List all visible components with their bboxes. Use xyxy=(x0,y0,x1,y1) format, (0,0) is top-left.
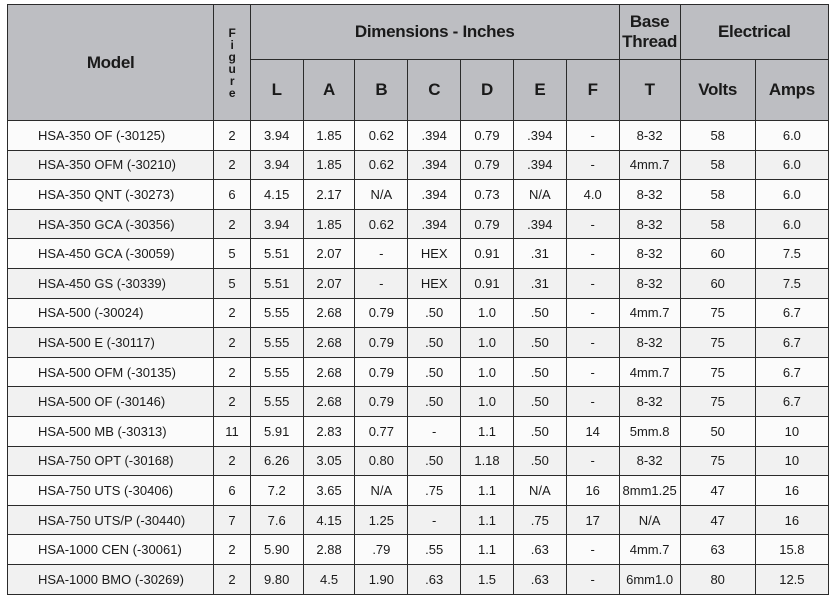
table-row xyxy=(8,416,829,446)
cell-dim-d: 0.91 xyxy=(461,268,514,298)
cell-dim-l: 7.2 xyxy=(250,476,303,506)
cell-dim-d: 1.0 xyxy=(461,357,514,387)
cell-dim-e: .394 xyxy=(513,209,566,239)
cell-model: HSA-450 GS (-30339) xyxy=(8,268,214,298)
table-row xyxy=(8,357,829,387)
cell-dim-a: 2.17 xyxy=(303,180,355,210)
cell-figure: 11 xyxy=(214,416,251,446)
cell-dim-d: 1.5 xyxy=(461,564,514,594)
cell-model: HSA-500 E (-30117) xyxy=(8,328,214,358)
cell-dim-c: .50 xyxy=(408,328,461,358)
cell-amps: 7.5 xyxy=(755,268,828,298)
cell-dim-b: .79 xyxy=(355,535,408,565)
table-row xyxy=(8,239,829,269)
cell-figure: 2 xyxy=(214,446,251,476)
cell-figure: 2 xyxy=(214,328,251,358)
cell-dim-d: 1.0 xyxy=(461,328,514,358)
cell-figure: 2 xyxy=(214,298,251,328)
cell-amps: 10 xyxy=(755,446,828,476)
cell-amps: 6.7 xyxy=(755,328,828,358)
cell-dim-e: .63 xyxy=(513,535,566,565)
cell-volts: 58 xyxy=(680,121,755,151)
cell-volts: 47 xyxy=(680,476,755,506)
col-header-a: A xyxy=(303,60,355,121)
cell-dim-d: 1.1 xyxy=(461,535,514,565)
cell-dim-b: - xyxy=(355,268,408,298)
cell-thread: 8-32 xyxy=(619,209,680,239)
cell-dim-f: 4.0 xyxy=(566,180,619,210)
cell-volts: 58 xyxy=(680,150,755,180)
cell-volts: 75 xyxy=(680,357,755,387)
cell-dim-d: 1.0 xyxy=(461,298,514,328)
cell-dim-a: 2.07 xyxy=(303,239,355,269)
table-row xyxy=(8,209,829,239)
cell-dim-e: .394 xyxy=(513,150,566,180)
cell-thread: 4mm.7 xyxy=(619,298,680,328)
cell-thread: 4mm.7 xyxy=(619,150,680,180)
cell-dim-l: 3.94 xyxy=(250,209,303,239)
cell-model: HSA-1000 CEN (-30061) xyxy=(8,535,214,565)
cell-volts: 75 xyxy=(680,298,755,328)
cell-dim-e: .394 xyxy=(513,121,566,151)
cell-dim-l: 5.91 xyxy=(250,416,303,446)
cell-model: HSA-350 QNT (-30273) xyxy=(8,180,214,210)
cell-amps: 16 xyxy=(755,476,828,506)
table-row xyxy=(8,150,829,180)
cell-volts: 60 xyxy=(680,268,755,298)
cell-dim-f: - xyxy=(566,150,619,180)
table-row xyxy=(8,535,829,565)
spec-table xyxy=(7,4,829,595)
cell-dim-b: - xyxy=(355,239,408,269)
cell-dim-f: 17 xyxy=(566,505,619,535)
cell-dim-l: 5.90 xyxy=(250,535,303,565)
cell-dim-a: 2.83 xyxy=(303,416,355,446)
electrical-header: Electrical xyxy=(680,5,828,60)
col-header-t: T xyxy=(619,60,680,121)
cell-dim-b: 0.80 xyxy=(355,446,408,476)
header-row-top xyxy=(8,5,829,60)
cell-thread: 8-32 xyxy=(619,121,680,151)
cell-dim-e: .75 xyxy=(513,505,566,535)
cell-dim-l: 6.26 xyxy=(250,446,303,476)
cell-dim-c: .50 xyxy=(408,298,461,328)
cell-dim-e: .50 xyxy=(513,416,566,446)
cell-dim-c: .50 xyxy=(408,387,461,417)
col-header-d: D xyxy=(461,60,514,121)
col-header-c: C xyxy=(408,60,461,121)
cell-dim-e: .50 xyxy=(513,446,566,476)
cell-figure: 6 xyxy=(214,476,251,506)
cell-dim-e: .63 xyxy=(513,564,566,594)
cell-dim-f: - xyxy=(566,268,619,298)
cell-volts: 47 xyxy=(680,505,755,535)
figure-letter: e xyxy=(228,85,236,100)
cell-model: HSA-750 OPT (-30168) xyxy=(8,446,214,476)
figure-letter: i xyxy=(230,37,234,52)
cell-volts: 80 xyxy=(680,564,755,594)
cell-dim-e: .50 xyxy=(513,387,566,417)
table-row xyxy=(8,505,829,535)
cell-dim-a: 4.15 xyxy=(303,505,355,535)
col-header-volts: Volts xyxy=(680,60,755,121)
dimensions-header: Dimensions - Inches xyxy=(250,5,619,60)
cell-amps: 6.0 xyxy=(755,180,828,210)
cell-dim-d: 0.91 xyxy=(461,239,514,269)
cell-dim-a: 1.85 xyxy=(303,150,355,180)
table-row xyxy=(8,298,829,328)
table-row xyxy=(8,476,829,506)
cell-dim-c: .50 xyxy=(408,357,461,387)
cell-figure: 7 xyxy=(214,505,251,535)
cell-dim-e: .31 xyxy=(513,268,566,298)
table-row xyxy=(8,121,829,151)
cell-dim-e: N/A xyxy=(513,476,566,506)
cell-dim-c: .394 xyxy=(408,121,461,151)
cell-dim-d: 0.79 xyxy=(461,209,514,239)
cell-thread: 8-32 xyxy=(619,387,680,417)
table-row xyxy=(8,446,829,476)
cell-volts: 50 xyxy=(680,416,755,446)
cell-model: HSA-350 GCA (-30356) xyxy=(8,209,214,239)
cell-dim-d: 0.79 xyxy=(461,121,514,151)
cell-dim-a: 1.85 xyxy=(303,209,355,239)
cell-dim-c: .394 xyxy=(408,150,461,180)
col-header-l: L xyxy=(250,60,303,121)
cell-figure: 6 xyxy=(214,180,251,210)
cell-dim-e: N/A xyxy=(513,180,566,210)
cell-volts: 75 xyxy=(680,328,755,358)
cell-model: HSA-500 OF (-30146) xyxy=(8,387,214,417)
cell-model: HSA-350 OF (-30125) xyxy=(8,121,214,151)
cell-dim-e: .50 xyxy=(513,357,566,387)
cell-model: HSA-750 UTS (-30406) xyxy=(8,476,214,506)
cell-dim-l: 5.55 xyxy=(250,298,303,328)
cell-dim-b: 1.25 xyxy=(355,505,408,535)
cell-thread: 8-32 xyxy=(619,328,680,358)
cell-dim-d: 1.1 xyxy=(461,416,514,446)
cell-model: HSA-1000 BMO (-30269) xyxy=(8,564,214,594)
cell-dim-l: 3.94 xyxy=(250,150,303,180)
cell-figure: 2 xyxy=(214,150,251,180)
cell-volts: 58 xyxy=(680,209,755,239)
cell-dim-c: .63 xyxy=(408,564,461,594)
cell-dim-b: 0.62 xyxy=(355,150,408,180)
col-header-amps: Amps xyxy=(755,60,828,121)
cell-volts: 75 xyxy=(680,446,755,476)
cell-thread: 8-32 xyxy=(619,239,680,269)
cell-thread: 8-32 xyxy=(619,268,680,298)
table-body xyxy=(8,121,829,595)
cell-dim-f: - xyxy=(566,209,619,239)
cell-dim-b: 0.62 xyxy=(355,121,408,151)
cell-dim-b: 0.79 xyxy=(355,357,408,387)
cell-dim-c: .55 xyxy=(408,535,461,565)
cell-volts: 75 xyxy=(680,387,755,417)
cell-model: HSA-450 GCA (-30059) xyxy=(8,239,214,269)
cell-dim-a: 2.68 xyxy=(303,357,355,387)
cell-amps: 10 xyxy=(755,416,828,446)
cell-dim-e: .50 xyxy=(513,328,566,358)
cell-dim-c: .75 xyxy=(408,476,461,506)
cell-dim-d: 1.1 xyxy=(461,476,514,506)
cell-amps: 15.8 xyxy=(755,535,828,565)
cell-dim-f: - xyxy=(566,535,619,565)
cell-amps: 7.5 xyxy=(755,239,828,269)
cell-figure: 2 xyxy=(214,121,251,151)
cell-dim-b: 1.90 xyxy=(355,564,408,594)
cell-dim-c: .394 xyxy=(408,209,461,239)
cell-amps: 16 xyxy=(755,505,828,535)
model-header: Model xyxy=(8,5,214,121)
base-thread-header: Base Thread xyxy=(619,5,680,60)
cell-dim-f: - xyxy=(566,564,619,594)
cell-dim-c: HEX xyxy=(408,239,461,269)
cell-amps: 6.0 xyxy=(755,121,828,151)
cell-figure: 5 xyxy=(214,239,251,269)
cell-dim-c: .50 xyxy=(408,446,461,476)
cell-dim-a: 4.5 xyxy=(303,564,355,594)
cell-dim-l: 5.51 xyxy=(250,239,303,269)
cell-dim-d: 0.73 xyxy=(461,180,514,210)
table-row xyxy=(8,387,829,417)
cell-amps: 6.7 xyxy=(755,387,828,417)
table-row xyxy=(8,564,829,594)
spec-table-container xyxy=(7,4,829,595)
table-row xyxy=(8,268,829,298)
cell-dim-l: 7.6 xyxy=(250,505,303,535)
cell-figure: 2 xyxy=(214,209,251,239)
cell-dim-l: 5.55 xyxy=(250,387,303,417)
figure-letter: F xyxy=(228,25,236,40)
cell-thread: 4mm.7 xyxy=(619,357,680,387)
cell-figure: 2 xyxy=(214,357,251,387)
col-header-b: B xyxy=(355,60,408,121)
cell-thread: 8-32 xyxy=(619,180,680,210)
cell-amps: 6.7 xyxy=(755,298,828,328)
cell-dim-c: HEX xyxy=(408,268,461,298)
figure-header xyxy=(214,5,251,121)
cell-figure: 2 xyxy=(214,387,251,417)
cell-dim-l: 3.94 xyxy=(250,121,303,151)
cell-dim-a: 1.85 xyxy=(303,121,355,151)
cell-dim-e: .31 xyxy=(513,239,566,269)
cell-dim-d: 1.1 xyxy=(461,505,514,535)
cell-amps: 6.0 xyxy=(755,150,828,180)
cell-dim-b: N/A xyxy=(355,476,408,506)
cell-dim-c: - xyxy=(408,416,461,446)
cell-dim-d: 1.0 xyxy=(461,387,514,417)
cell-thread: 6mm1.0 xyxy=(619,564,680,594)
cell-figure: 2 xyxy=(214,535,251,565)
cell-dim-c: - xyxy=(408,505,461,535)
cell-thread: 8-32 xyxy=(619,446,680,476)
cell-dim-b: 0.62 xyxy=(355,209,408,239)
cell-dim-l: 5.55 xyxy=(250,328,303,358)
cell-amps: 12.5 xyxy=(755,564,828,594)
cell-thread: 8mm1.25 xyxy=(619,476,680,506)
cell-dim-l: 4.15 xyxy=(250,180,303,210)
cell-dim-d: 1.18 xyxy=(461,446,514,476)
cell-dim-f: 14 xyxy=(566,416,619,446)
figure-letter: g xyxy=(228,49,236,64)
cell-dim-a: 3.05 xyxy=(303,446,355,476)
cell-dim-c: .394 xyxy=(408,180,461,210)
cell-dim-f: - xyxy=(566,298,619,328)
cell-dim-a: 2.68 xyxy=(303,298,355,328)
table-row xyxy=(8,328,829,358)
cell-dim-a: 2.07 xyxy=(303,268,355,298)
cell-model: HSA-750 UTS/P (-30440) xyxy=(8,505,214,535)
cell-dim-f: - xyxy=(566,239,619,269)
cell-dim-l: 9.80 xyxy=(250,564,303,594)
cell-dim-b: 0.79 xyxy=(355,328,408,358)
cell-dim-b: 0.79 xyxy=(355,387,408,417)
cell-dim-l: 5.51 xyxy=(250,268,303,298)
col-header-e: E xyxy=(513,60,566,121)
cell-figure: 5 xyxy=(214,268,251,298)
cell-model: HSA-500 OFM (-30135) xyxy=(8,357,214,387)
cell-dim-b: 0.79 xyxy=(355,298,408,328)
cell-amps: 6.7 xyxy=(755,357,828,387)
cell-thread: N/A xyxy=(619,505,680,535)
cell-dim-e: .50 xyxy=(513,298,566,328)
col-header-f: F xyxy=(566,60,619,121)
table-row xyxy=(8,180,829,210)
cell-amps: 6.0 xyxy=(755,209,828,239)
cell-model: HSA-350 OFM (-30210) xyxy=(8,150,214,180)
cell-dim-a: 2.88 xyxy=(303,535,355,565)
cell-dim-f: - xyxy=(566,121,619,151)
cell-model: HSA-500 (-30024) xyxy=(8,298,214,328)
cell-thread: 4mm.7 xyxy=(619,535,680,565)
cell-dim-f: - xyxy=(566,387,619,417)
figure-letter: r xyxy=(229,73,235,88)
cell-dim-a: 2.68 xyxy=(303,387,355,417)
cell-dim-f: - xyxy=(566,446,619,476)
cell-model: HSA-500 MB (-30313) xyxy=(8,416,214,446)
cell-volts: 63 xyxy=(680,535,755,565)
cell-dim-f: - xyxy=(566,357,619,387)
cell-dim-b: N/A xyxy=(355,180,408,210)
cell-dim-l: 5.55 xyxy=(250,357,303,387)
cell-dim-b: 0.77 xyxy=(355,416,408,446)
figure-letter: u xyxy=(228,61,236,76)
cell-dim-a: 3.65 xyxy=(303,476,355,506)
cell-dim-f: 16 xyxy=(566,476,619,506)
cell-dim-a: 2.68 xyxy=(303,328,355,358)
cell-figure: 2 xyxy=(214,564,251,594)
cell-dim-f: - xyxy=(566,328,619,358)
cell-volts: 60 xyxy=(680,239,755,269)
cell-dim-d: 0.79 xyxy=(461,150,514,180)
cell-thread: 5mm.8 xyxy=(619,416,680,446)
cell-volts: 58 xyxy=(680,180,755,210)
